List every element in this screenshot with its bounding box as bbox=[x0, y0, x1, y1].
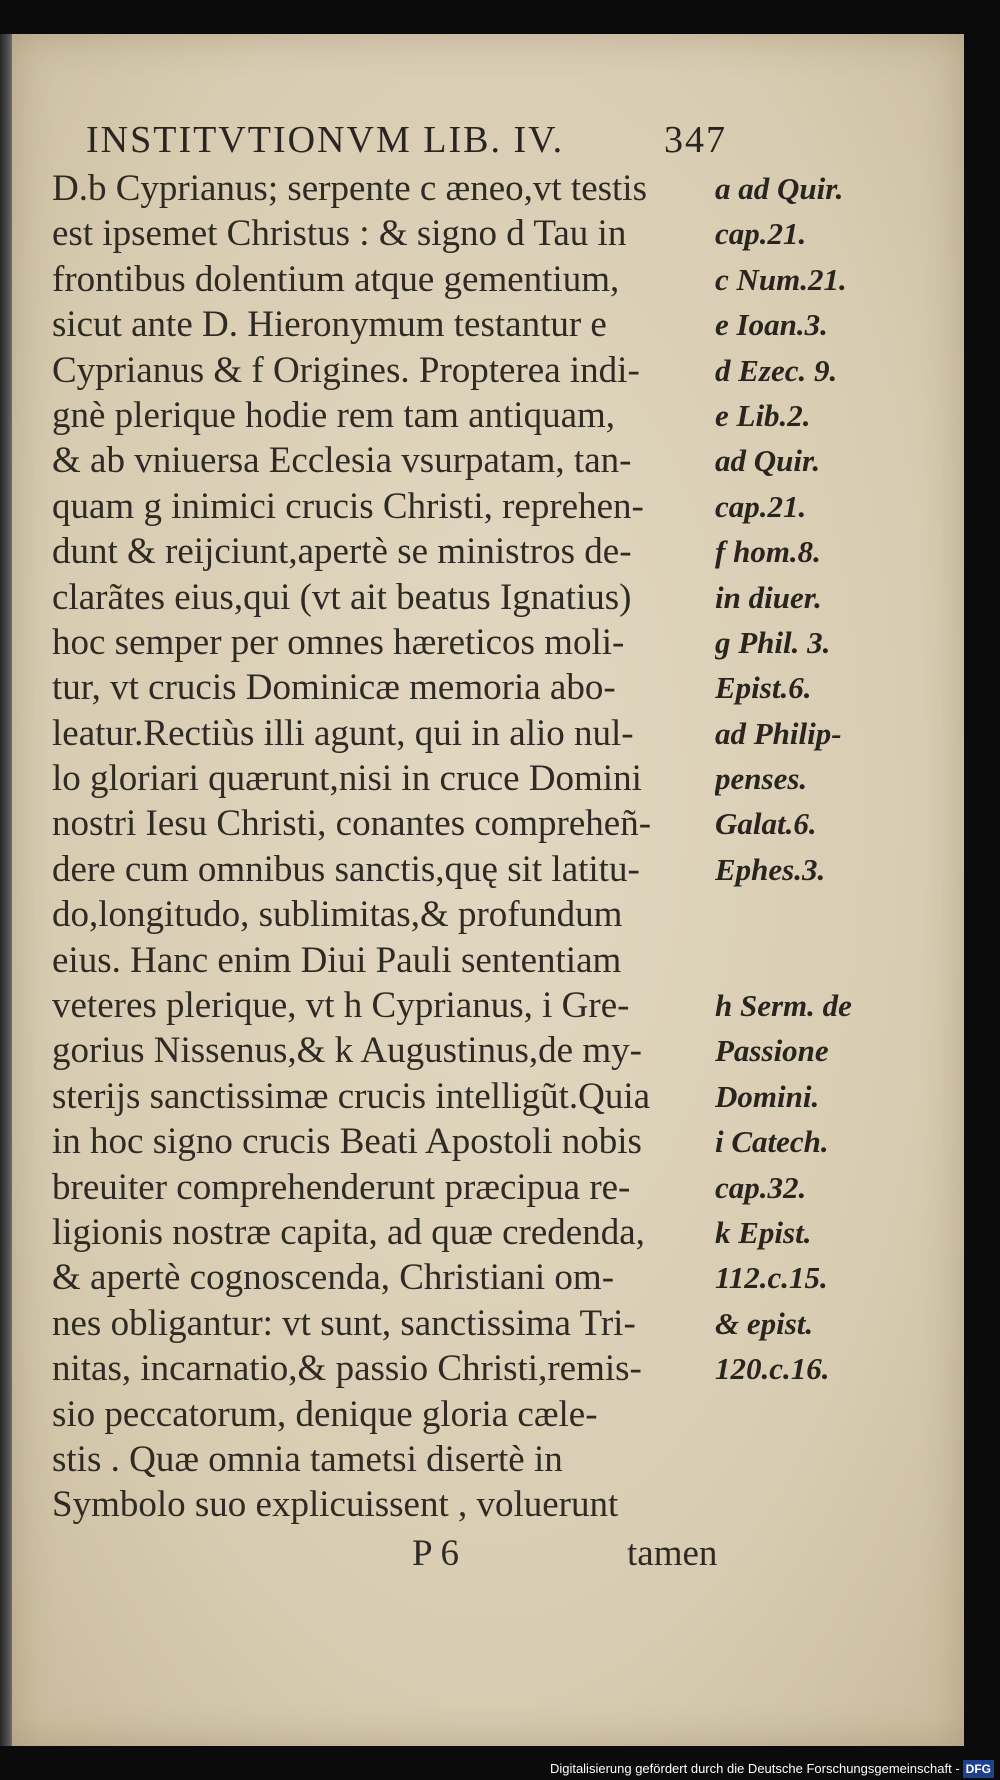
text-line: breuiter comprehenderunt præcipua re- bbox=[52, 1166, 631, 1208]
text-line: gnè plerique hodie rem tam antiquam, bbox=[52, 394, 616, 436]
text-line: Symbolo suo explicuissent , voluerunt bbox=[52, 1484, 619, 1526]
text-line: ligionis nostræ capita, ad quæ credenda, bbox=[52, 1211, 645, 1253]
margin-note: 112.c.15. bbox=[715, 1260, 828, 1296]
margin-note bbox=[715, 892, 905, 937]
margin-note: e Lib.2. bbox=[715, 397, 811, 433]
margin-note bbox=[715, 1392, 905, 1437]
page-number: 347 bbox=[664, 119, 727, 161]
text-line: frontibus dolentium atque gementium, bbox=[52, 258, 620, 300]
dfg-logo: DFG bbox=[963, 1760, 994, 1778]
margin-note bbox=[715, 1437, 905, 1482]
credit-text: Digitalisierung gefördert durch die Deutsche Forschungsgemeinschaft - bbox=[549, 1761, 960, 1776]
margin-note: Ephes.3. bbox=[715, 851, 826, 887]
text-line: gorius Nissenus,& k Augustinus,de my- bbox=[52, 1030, 642, 1072]
page-footer bbox=[52, 1532, 752, 1582]
margin-note: Galat.6. bbox=[715, 806, 817, 842]
text-line: tur, vt crucis Dominicæ memoria abo- bbox=[52, 667, 616, 709]
text-line: est ipsemet Christus : & signo d Tau in bbox=[52, 213, 627, 255]
text-line: nitas, incarnatio,& passio Christi,remis- bbox=[52, 1348, 642, 1390]
text-line: clarãtes eius,qui (vt ait beatus Ignatius) bbox=[52, 576, 632, 618]
running-title: INSTITVTIONVM LIB. IV. bbox=[86, 119, 565, 161]
text-line: lo gloriari quærunt,nisi in cruce Domini bbox=[52, 758, 642, 800]
margin-note: 120.c.16. bbox=[715, 1351, 830, 1387]
margin-note: Passione bbox=[715, 1033, 829, 1069]
margin-note: Epist.6. bbox=[715, 670, 812, 706]
text-line: stis . Quæ omnia tametsi disertè in bbox=[52, 1438, 563, 1480]
margin-note: & epist. bbox=[715, 1305, 814, 1341]
text-line: sio peccatorum, denique gloria cæle- bbox=[52, 1393, 598, 1435]
margin-note: g Phil. 3. bbox=[715, 624, 831, 660]
text-line: dere cum omnibus sanctis,quę sit latitu- bbox=[52, 848, 640, 890]
text-line: D.b Cyprianus; serpente c æneo,vt testis bbox=[52, 168, 647, 209]
text-line: leatur.Rectiùs illi agunt, qui in alio nul- bbox=[52, 712, 634, 754]
text-line: do,longitudo, sublimitas,& profundum bbox=[52, 894, 623, 936]
margin-note: k Epist. bbox=[715, 1214, 812, 1250]
margin-note: f hom.8. bbox=[715, 534, 821, 570]
text-line: & ab vniuersa Ecclesia vsurpatam, tan- bbox=[52, 440, 632, 482]
text-line: sicut ante D. Hieronymum testantur e bbox=[52, 304, 607, 346]
text-line: in hoc signo crucis Beati Apostoli nobis bbox=[52, 1121, 642, 1163]
running-header bbox=[86, 118, 726, 164]
text-line: eius. Hanc enim Diui Pauli sententiam bbox=[52, 939, 622, 981]
digitization-credit bbox=[550, 1760, 994, 1778]
margin-note: a ad Quir. bbox=[715, 171, 844, 206]
text-line: nes obligantur: vt sunt, sanctissima Tri- bbox=[52, 1302, 636, 1344]
text-line: quam g inimici crucis Christi, reprehen- bbox=[52, 485, 644, 527]
margin-note: penses. bbox=[715, 761, 808, 797]
catchword: tamen bbox=[627, 1533, 718, 1574]
margin-note: cap.21. bbox=[715, 216, 807, 252]
margin-note: cap.21. bbox=[715, 488, 807, 524]
text-line: hoc semper per omnes hæreticos moli- bbox=[52, 621, 625, 663]
text-line: Cyprianus & f Origines. Propterea indi- bbox=[52, 349, 640, 391]
margin-note bbox=[715, 938, 905, 983]
marginal-notes-column bbox=[715, 166, 905, 1528]
margin-note: ad Philip- bbox=[715, 715, 842, 751]
text-line: & apertè cognoscenda, Christiani om- bbox=[52, 1257, 615, 1299]
margin-note: ad Quir. bbox=[715, 443, 821, 479]
margin-note: i Catech. bbox=[715, 1124, 829, 1160]
text-line: sterijs sanctissimæ crucis intelligũt.Quia bbox=[52, 1075, 651, 1117]
margin-note: e Ioan.3. bbox=[715, 307, 828, 343]
margin-note: h Serm. de bbox=[715, 988, 852, 1024]
signature-mark: P 6 bbox=[412, 1533, 459, 1574]
margin-note: Domini. bbox=[715, 1078, 820, 1114]
text-line: nostri Iesu Christi, conantes compreheñ- bbox=[52, 803, 652, 845]
margin-note: d Ezec. 9. bbox=[715, 352, 838, 388]
main-text-column bbox=[52, 166, 752, 1528]
text-line: veteres plerique, vt h Cyprianus, i Gre- bbox=[52, 985, 630, 1027]
margin-note: in diuer. bbox=[715, 579, 822, 615]
margin-note: cap.32. bbox=[715, 1169, 807, 1205]
margin-note bbox=[715, 1482, 905, 1527]
margin-note: c Num.21. bbox=[715, 261, 847, 297]
text-line: dunt & reijciunt,apertè se ministros de- bbox=[52, 531, 632, 573]
